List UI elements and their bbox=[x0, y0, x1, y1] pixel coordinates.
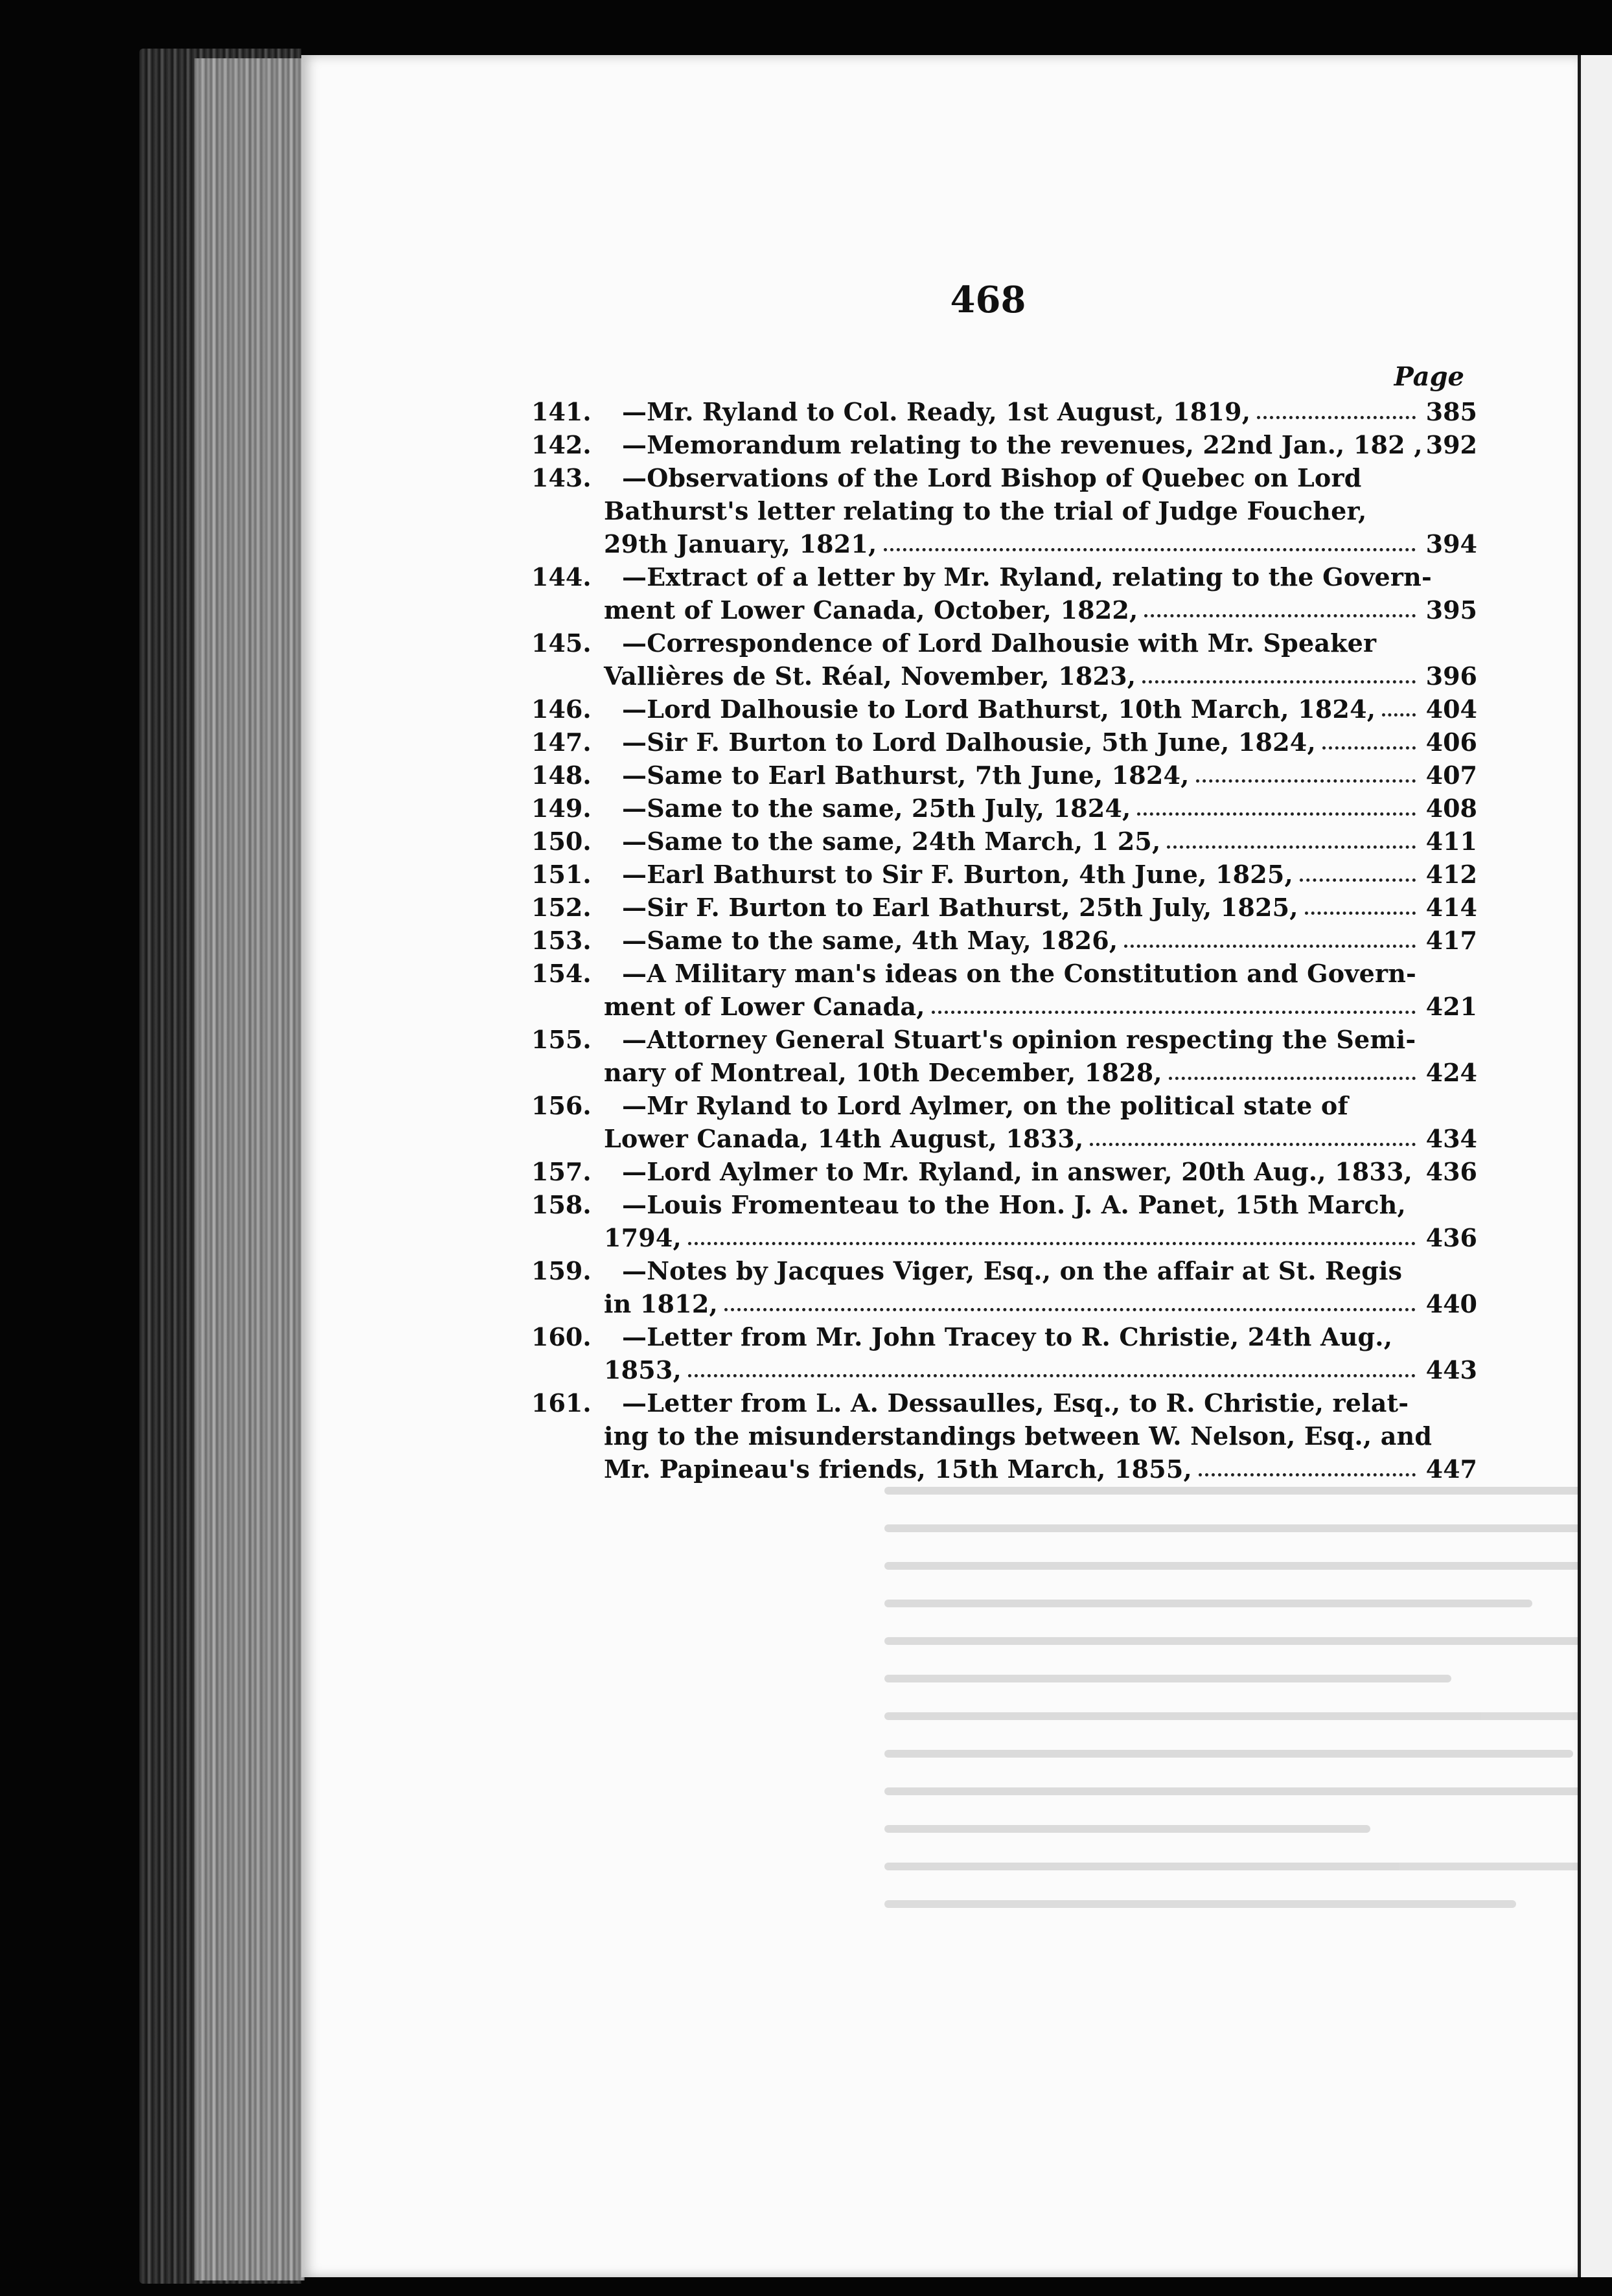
entry-title-text: —Louis Fromenteau to the Hon. J. A. Panet, 15th March, bbox=[622, 1190, 1406, 1219]
page-edges bbox=[194, 58, 305, 2280]
entry-number: 152. bbox=[531, 893, 592, 922]
facing-page-edge bbox=[1578, 55, 1612, 2277]
dot-leader bbox=[1196, 779, 1416, 783]
toc-entry-line bbox=[531, 957, 1477, 990]
toc-entry bbox=[531, 693, 1477, 726]
entry-title-text: in 1812, bbox=[604, 1289, 718, 1318]
toc-entry-line bbox=[531, 1089, 1477, 1122]
toc-entry-line bbox=[531, 693, 1477, 726]
entry-title-text: ment of Lower Canada, October, 1822, bbox=[604, 595, 1138, 625]
toc-entry-line bbox=[531, 560, 1477, 593]
toc-entry-line bbox=[531, 1353, 1477, 1386]
entry-page-number: 434 bbox=[1425, 1124, 1477, 1153]
entry-title-text: —Attorney General Stuart's opinion respecting the Semi- bbox=[622, 1025, 1416, 1054]
toc-entry bbox=[531, 461, 1477, 560]
toc-entry-line bbox=[531, 825, 1477, 858]
entry-number: 159. bbox=[531, 1256, 592, 1285]
entry-number: 145. bbox=[531, 628, 592, 658]
toc-entry bbox=[531, 924, 1477, 957]
toc-entry bbox=[531, 726, 1477, 759]
entry-page-number: 424 bbox=[1425, 1058, 1477, 1087]
dot-leader bbox=[1382, 713, 1416, 717]
entry-number: 154. bbox=[531, 959, 592, 988]
entry-number: 158. bbox=[531, 1190, 592, 1219]
toc-entry bbox=[531, 1254, 1477, 1320]
entry-page-number: 414 bbox=[1425, 893, 1477, 922]
entry-number: 161. bbox=[531, 1388, 592, 1418]
entry-number: 147. bbox=[531, 728, 592, 757]
toc-entry-line bbox=[531, 660, 1477, 693]
toc-entry-line bbox=[531, 1320, 1477, 1353]
entry-title-text: Vallières de St. Réal, November, 1823, bbox=[604, 661, 1136, 691]
toc-entry bbox=[531, 395, 1477, 428]
toc-entry-line bbox=[531, 1254, 1477, 1287]
entry-page-number: 395 bbox=[1425, 595, 1477, 625]
entry-title-text: —Memorandum relating to the revenues, 22nd Jan., 182 , bbox=[622, 430, 1423, 459]
entry-title-text: 1794, bbox=[604, 1223, 682, 1252]
entry-title-text: —Same to the same, 4th May, 1826, bbox=[622, 926, 1118, 955]
entry-title-text: 29th January, 1821, bbox=[604, 529, 877, 558]
entry-title-text: Lower Canada, 14th August, 1833, bbox=[604, 1124, 1084, 1153]
toc-entry-line bbox=[531, 461, 1477, 494]
entry-title-text: —Mr Ryland to Lord Aylmer, on the political state of bbox=[622, 1091, 1348, 1120]
entry-title-text: —Sir F. Burton to Lord Dalhousie, 5th June, 1824, bbox=[622, 728, 1316, 757]
entry-number: 160. bbox=[531, 1322, 592, 1351]
toc-entry-line bbox=[531, 1155, 1477, 1188]
entry-title-text: ing to the misunderstandings between W. Nelson, Esq., and bbox=[604, 1421, 1433, 1451]
dot-leader bbox=[1305, 912, 1416, 915]
entry-title-text: —A Military man's ideas on the Constitution and Govern- bbox=[622, 959, 1417, 988]
entry-number: 149. bbox=[531, 794, 592, 823]
entry-title-text: —Extract of a letter by Mr. Ryland, relating to the Govern- bbox=[622, 562, 1432, 591]
dot-leader bbox=[1142, 680, 1416, 683]
toc-entry bbox=[531, 792, 1477, 825]
toc-entry bbox=[531, 560, 1477, 626]
entry-page-number: 385 bbox=[1425, 397, 1477, 426]
entry-number: 146. bbox=[531, 695, 592, 724]
dot-leader bbox=[688, 1374, 1416, 1377]
toc-entry-line bbox=[531, 1023, 1477, 1056]
dot-leader bbox=[1144, 614, 1416, 617]
entry-title-text: —Lord Dalhousie to Lord Bathurst, 10th March, 1824, bbox=[622, 695, 1376, 724]
toc-entry bbox=[531, 1023, 1477, 1089]
dot-leader bbox=[1300, 878, 1416, 882]
entry-page-number: 436 bbox=[1425, 1157, 1477, 1186]
entry-number: 141. bbox=[531, 397, 592, 426]
dot-leader bbox=[1137, 812, 1416, 816]
dot-leader bbox=[1322, 746, 1416, 750]
dot-leader bbox=[932, 1011, 1416, 1014]
entry-page-number: 407 bbox=[1425, 761, 1477, 790]
toc-entry-line bbox=[531, 858, 1477, 891]
entry-page-number: 411 bbox=[1425, 827, 1477, 856]
toc-entry bbox=[531, 825, 1477, 858]
toc-entry-line bbox=[531, 1056, 1477, 1089]
entry-title-text: 1853, bbox=[604, 1355, 682, 1384]
entry-number: 142. bbox=[531, 430, 592, 459]
toc-entry-line bbox=[531, 1221, 1477, 1254]
toc-entry-line bbox=[531, 759, 1477, 792]
entry-title-text: —Sir F. Burton to Earl Bathurst, 25th July, 1825, bbox=[622, 893, 1298, 922]
bleed-through-text bbox=[884, 1487, 1612, 2070]
toc-entry bbox=[531, 1386, 1477, 1486]
entry-page-number: 412 bbox=[1425, 860, 1477, 889]
toc-entry-line bbox=[531, 1419, 1477, 1452]
entry-title-text: —Same to the same, 24th March, 1 25, bbox=[622, 827, 1161, 856]
toc-entry bbox=[531, 759, 1477, 792]
dot-leader bbox=[884, 548, 1416, 551]
entry-number: 153. bbox=[531, 926, 592, 955]
dot-leader bbox=[1090, 1143, 1416, 1146]
entry-title-text: —Mr. Ryland to Col. Ready, 1st August, 1819, bbox=[622, 397, 1251, 426]
entry-title-text: —Correspondence of Lord Dalhousie with Mr. Speaker bbox=[622, 628, 1377, 658]
toc-entry-line bbox=[531, 428, 1477, 461]
entry-number: 151. bbox=[531, 860, 592, 889]
entry-title-text: —Same to Earl Bathurst, 7th June, 1824, bbox=[622, 761, 1190, 790]
dot-leader bbox=[1199, 1473, 1416, 1476]
entry-page-number: 392 bbox=[1425, 430, 1477, 459]
entry-title-text: —Notes by Jacques Viger, Esq., on the affair at St. Regis bbox=[622, 1256, 1403, 1285]
dot-leader bbox=[688, 1242, 1416, 1245]
entry-title-text: ment of Lower Canada, bbox=[604, 992, 925, 1021]
toc-entry bbox=[531, 1188, 1477, 1254]
toc-entry bbox=[531, 1089, 1477, 1155]
toc-entry bbox=[531, 957, 1477, 1023]
table-of-contents bbox=[531, 395, 1477, 1486]
toc-entry-line bbox=[531, 990, 1477, 1023]
entry-page-number: 447 bbox=[1425, 1454, 1477, 1484]
entry-number: 144. bbox=[531, 562, 592, 591]
toc-entry-line bbox=[531, 891, 1477, 924]
toc-entry bbox=[531, 1320, 1477, 1386]
toc-entry-line bbox=[531, 1452, 1477, 1486]
toc-entry-line bbox=[531, 494, 1477, 527]
toc-entry-line bbox=[531, 1287, 1477, 1320]
toc-entry-line bbox=[531, 792, 1477, 825]
entry-page-number: 404 bbox=[1425, 695, 1477, 724]
dot-leader bbox=[724, 1308, 1416, 1311]
entry-title-text: nary of Montreal, 10th December, 1828, bbox=[604, 1058, 1162, 1087]
dot-leader bbox=[1169, 1077, 1416, 1080]
entry-title-text: —Letter from L. A. Dessaulles, Esq., to R. Christie, relat- bbox=[622, 1388, 1409, 1418]
entry-page-number: 421 bbox=[1425, 992, 1477, 1021]
entry-page-number: 394 bbox=[1425, 529, 1477, 558]
entry-title-text: —Observations of the Lord Bishop of Quebec on Lord bbox=[622, 463, 1362, 492]
toc-entry-line bbox=[531, 626, 1477, 660]
entry-page-number: 406 bbox=[1425, 728, 1477, 757]
toc-entry-line bbox=[531, 1386, 1477, 1419]
entry-number: 148. bbox=[531, 761, 592, 790]
toc-entry-line bbox=[531, 1122, 1477, 1155]
entry-number: 150. bbox=[531, 827, 592, 856]
entry-page-number: 417 bbox=[1425, 926, 1477, 955]
toc-entry-line bbox=[531, 395, 1477, 428]
toc-entry bbox=[531, 858, 1477, 891]
toc-entry bbox=[531, 1155, 1477, 1188]
toc-entry-line bbox=[531, 1188, 1477, 1221]
toc-entry bbox=[531, 891, 1477, 924]
dot-leader bbox=[1257, 416, 1416, 419]
toc-entry-line bbox=[531, 726, 1477, 759]
toc-entry-line bbox=[531, 593, 1477, 626]
dot-leader bbox=[1124, 945, 1416, 948]
entry-page-number: 440 bbox=[1425, 1289, 1477, 1318]
entry-number: 155. bbox=[531, 1025, 592, 1054]
entry-title-text: —Lord Aylmer to Mr. Ryland, in answer, 20th Aug., 1833, bbox=[622, 1157, 1413, 1186]
entry-number: 156. bbox=[531, 1091, 592, 1120]
entry-title-text: —Letter from Mr. John Tracey to R. Christie, 24th Aug., bbox=[622, 1322, 1393, 1351]
entry-number: 143. bbox=[531, 463, 592, 492]
dot-leader bbox=[1167, 845, 1416, 849]
toc-entry-line bbox=[531, 527, 1477, 560]
page-column-header: Page bbox=[1394, 362, 1464, 392]
toc-entry bbox=[531, 626, 1477, 693]
toc-entry bbox=[531, 428, 1477, 461]
entry-title-text: —Earl Bathurst to Sir F. Burton, 4th June, 1825, bbox=[622, 860, 1293, 889]
entry-title-text: —Same to the same, 25th July, 1824, bbox=[622, 794, 1131, 823]
page-number: 468 bbox=[950, 279, 1026, 321]
entry-number: 157. bbox=[531, 1157, 592, 1186]
toc-entry-line bbox=[531, 924, 1477, 957]
entry-page-number: 408 bbox=[1425, 794, 1477, 823]
entry-page-number: 443 bbox=[1425, 1355, 1477, 1384]
entry-page-number: 396 bbox=[1425, 661, 1477, 691]
entry-title-text: Mr. Papineau's friends, 15th March, 1855, bbox=[604, 1454, 1192, 1484]
entry-title-text: Bathurst's letter relating to the trial of Judge Foucher, bbox=[604, 496, 1367, 525]
entry-page-number: 436 bbox=[1425, 1223, 1477, 1252]
